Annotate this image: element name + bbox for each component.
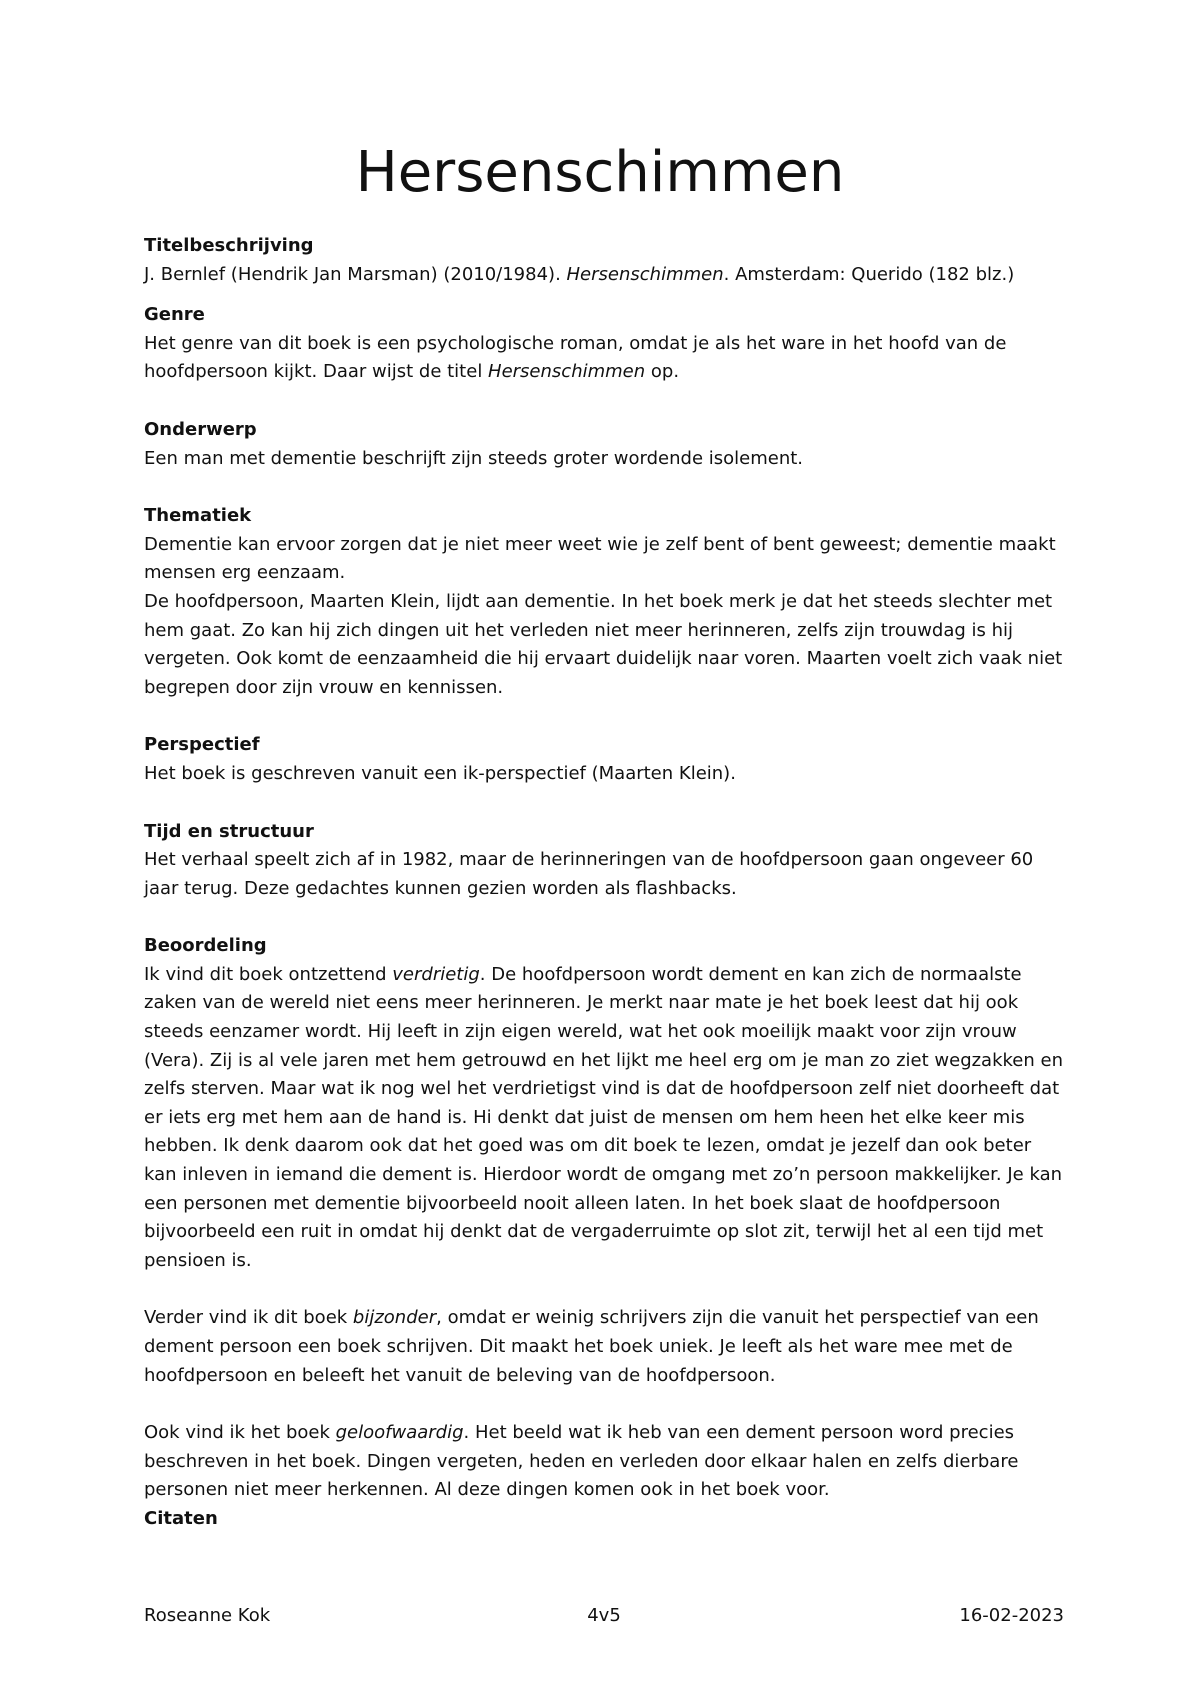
document-body: [144, 232, 1064, 1534]
heading-genre: Genre: [144, 304, 205, 326]
footer-class: 4v5: [587, 1605, 621, 1626]
thematiek-paragraph-1: Dementie kan ervoor zorgen dat je niet meer weet wie je zelf bent of bent geweest; dementie maakt mensen erg eenzaam.: [144, 533, 1056, 584]
thematiek-paragraph-2: De hoofdpersoon, Maarten Klein, lijdt aan dementie. In het boek merk je dat het steeds slechter met hem gaat. Zo kan hij zich dingen uit het verleden niet meer herinneren, zelfs zijn trouwdag is hij vergeten. Ook komt de eenzaamheid die hij ervaart duidelijk naar voren. Maarten voelt zich vaak niet begrepen door zijn vrouw en kennissen.: [144, 590, 1063, 698]
beoordeling-paragraph-1: Ik vind dit boek ontzettend verdrietig. De hoofdpersoon wordt dement en kan zich de normaalste zaken van de wereld niet eens meer herinneren. Je merkt naar mate je het boek leest dat hij ook steeds eenzamer wordt. Hij leeft in zijn eigen wereld, wat het ook moeilijk maakt voor zijn vrouw (Vera). Zij is al vele jaren met hem getrouwd en het lijkt me heel erg om je man zo ziet wegzakken en zelfs sterven. Maar wat ik nog wel het verdrietigst vind is dat de hoofdpersoon zelf niet doorheeft dat er iets erg met hem aan de hand is. Hi denkt dat juist de mensen om hem heen het elke keer mis hebben. Ik denk daarom ook dat het goed was om dit boek te lezen, omdat je jezelf dan ook beter kan inleven in iemand die dement is. Hierdoor wordt de omgang met zo’n persoon makkelijker. Je kan een personen met dementie bijvoorbeeld nooit alleen laten. In het boek slaat de hoofdpersoon bijvoorbeeld een ruit in omdat hij denkt dat de vergaderruimte op slot zit, terwijl het al een tijd met pensioen is.: [144, 963, 1063, 1271]
heading-thematiek: Thematiek: [144, 505, 252, 527]
heading-onderwerp: Onderwerp: [144, 418, 257, 440]
footer-date: 16-02-2023: [959, 1605, 1064, 1626]
footer-author: Roseanne Kok: [144, 1605, 271, 1626]
heading-tijd-en-structuur: Tijd en structuur: [144, 820, 314, 842]
page-footer: [144, 1602, 1064, 1630]
heading-perspectief: Perspectief: [144, 734, 260, 756]
perspectief-text: Het boek is geschreven vanuit een ik-perspectief (Maarten Klein).: [144, 762, 736, 784]
beoordeling-paragraph-2: Verder vind ik dit boek bijzonder, omdat er weinig schrijvers zijn die vanuit het perspectief van een dement persoon een boek schrijven. Dit maakt het boek uniek. Je leeft als het ware mee met de hoofdpersoon en beleeft het vanuit de beleving van de hoofdpersoon.: [144, 1307, 1039, 1386]
tijd-en-structuur-text: Het verhaal speelt zich af in 1982, maar de herinneringen van de hoofdpersoon gaan ongeveer 60 jaar terug. Deze gedachtes kunnen gezien worden als flashbacks.: [144, 849, 1034, 899]
heading-beoordeling: Beoordeling: [144, 935, 267, 957]
page-title: Hersenschimmen: [355, 140, 845, 205]
beoordeling-paragraph-3: Ook vind ik het boek geloofwaardig. Het beeld wat ik heb van een dement persoon word precies beschreven in het boek. Dingen vergeten, heden en verleden door elkaar halen en zelfs dierbare personen niet meer herkennen. Al deze dingen komen ook in het boek voor.: [144, 1422, 1019, 1501]
genre-text: Het genre van dit boek is een psychologische roman, omdat je als het ware in het hoofd van de hoofdpersoon kijkt. Daar wijst de titel Hersenschimmen op.: [144, 332, 1007, 383]
heading-titelbeschrijving: Titelbeschrijving: [144, 235, 314, 256]
onderwerp-text: Een man met dementie beschrijft zijn steeds groter wordende isolement.: [144, 447, 804, 469]
titelbeschrijving-text: J. Bernlef (Hendrik Jan Marsman) (2010/1984). Hersenschimmen. Amsterdam: Querido (182 blz.): [144, 263, 1015, 285]
heading-citaten: Citaten: [144, 1507, 218, 1529]
